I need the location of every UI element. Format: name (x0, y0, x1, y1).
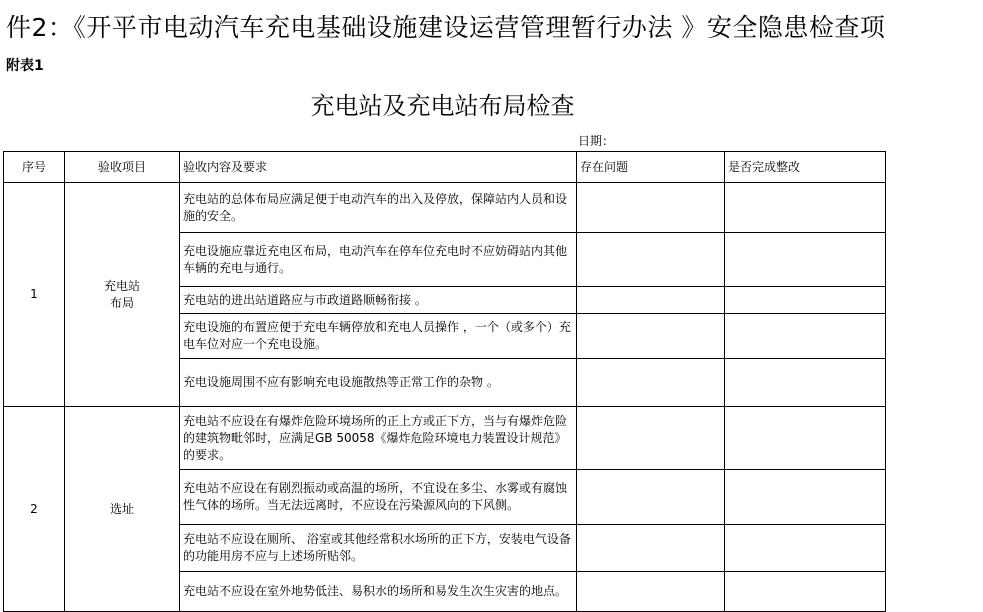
inspection-table (3, 151, 886, 612)
issue-cell[interactable] (577, 233, 725, 287)
requirement-cell: 充电站的总体布局应满足便于电动汽车的出入及停放，保障站内人员和设施的安全。 (180, 183, 577, 233)
header-content: 验收内容及要求 (180, 152, 577, 183)
document-title: 件2：《开平市电动汽车充电基础设施建设运营管理暂行办法 》安全隐患检查项 (6, 13, 886, 42)
rectified-cell[interactable] (725, 314, 886, 359)
requirement-cell: 充电站不应设在厕所、 浴室或其他经常积水场所的正下方，安装电气设备的功能用房不应与上述场所贴邻。 (180, 525, 577, 572)
requirement-cell: 充电站不应设在有剧烈振动或高温的场所，不宜设在多尘、水雾或有腐蚀性气体的场所。当无法远离时，不应设在污染源风向的下风侧。 (180, 470, 577, 525)
issue-cell[interactable] (577, 572, 725, 612)
requirement-cell: 充电设施应靠近充电区布局，电动汽车在停车位充电时不应妨碍站内其他车辆的充电与通行。 (180, 233, 577, 287)
group-item: 充电站 布局 (65, 183, 180, 407)
issue-cell[interactable] (577, 287, 725, 314)
issue-cell[interactable] (577, 314, 725, 359)
rectified-cell[interactable] (725, 470, 886, 525)
requirement-cell: 充电站的进出站道路应与市政道路顺畅衔接 。 (180, 287, 577, 314)
rectified-cell[interactable] (725, 183, 886, 233)
table-row (4, 183, 886, 233)
rectified-cell[interactable] (725, 525, 886, 572)
group-item: 选址 (65, 407, 180, 612)
header-item: 验收项目 (65, 152, 180, 183)
header-rectified: 是否完成整改 (725, 152, 886, 183)
issue-cell[interactable] (577, 470, 725, 525)
rectified-cell[interactable] (725, 572, 886, 612)
appendix-label: 附表1 (6, 58, 44, 74)
issue-cell[interactable] (577, 183, 725, 233)
rectified-cell[interactable] (725, 359, 886, 407)
issue-cell[interactable] (577, 407, 725, 470)
header-issue: 存在问题 (577, 152, 725, 183)
issue-cell[interactable] (577, 359, 725, 407)
header-no: 序号 (4, 152, 65, 183)
rectified-cell[interactable] (725, 233, 886, 287)
table-title: 充电站及充电站布局检查 (310, 92, 575, 120)
rectified-cell[interactable] (725, 287, 886, 314)
issue-cell[interactable] (577, 525, 725, 572)
group-no: 1 (4, 183, 65, 407)
requirement-cell: 充电设施的布置应便于充电车辆停放和充电人员操作 ，一个（或多个）充电车位对应一个充电设施。 (180, 314, 577, 359)
group-no: 2 (4, 407, 65, 612)
date-label: 日期： (578, 134, 615, 148)
table-row (4, 407, 886, 470)
requirement-cell: 充电站不应设在有爆炸危险环境场所的正上方或正下方，当与有爆炸危险的建筑物毗邻时，应满足GB 50058《爆炸危险环境电力装置设计规范》的要求。 (180, 407, 577, 470)
requirement-cell: 充电站不应设在室外地势低洼、易积水的场所和易发生次生灾害的地点。 (180, 572, 577, 612)
requirement-cell: 充电设施周围不应有影响充电设施散热等正常工作的杂物 。 (180, 359, 577, 407)
rectified-cell[interactable] (725, 407, 886, 470)
table-header-row (4, 152, 886, 183)
